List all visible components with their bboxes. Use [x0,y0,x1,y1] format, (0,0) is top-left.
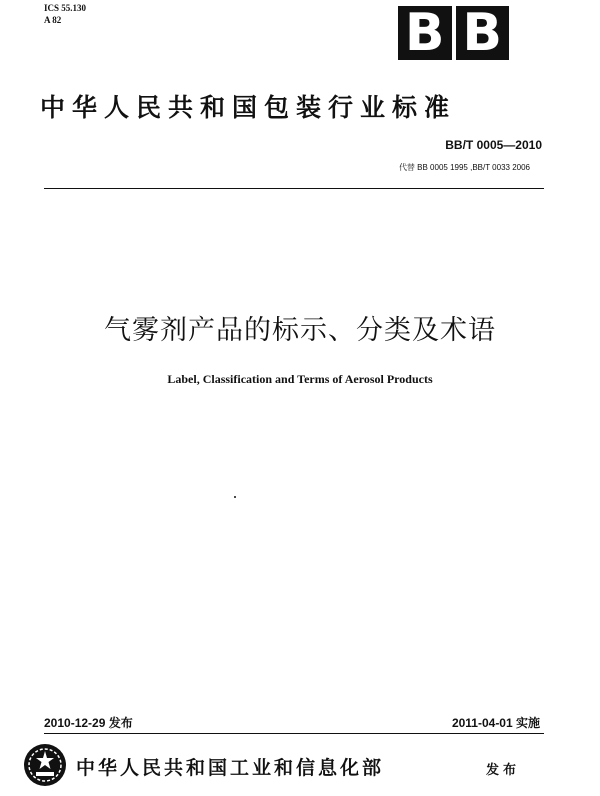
replaces-note: 代替 BB 0005 1995 ,BB/T 0033 2006 [398,163,530,172]
issuing-authority: 中华人民共和国工业和信息化部 [76,757,385,779]
industry-standard-title: 中华人民共和国包装行业标准 [40,93,457,122]
standard-number: BB/T 0005—2010 [445,138,542,152]
document-title-cn: 气雾剂产品的标示、分类及术语 [104,315,496,346]
national-emblem-icon [22,742,68,788]
document-title-en: Label, Classification and Terms of Aerosol Products [167,372,433,386]
scan-speck [234,496,236,498]
bb-logo [398,3,509,63]
implementation-date: 2011-04-01 实施 [451,716,540,730]
classification-codes [44,2,86,26]
logo-letter-1: B [398,6,452,60]
ics-code: ICS 55.130 [44,3,87,13]
publish-label: 发布 [486,763,521,778]
issue-date: 2010-12-29 发布 [44,716,133,730]
top-divider [44,188,544,189]
logo-letter-2: B [456,6,510,60]
ccs-code: A 82 [44,15,62,25]
bottom-divider [44,733,544,734]
